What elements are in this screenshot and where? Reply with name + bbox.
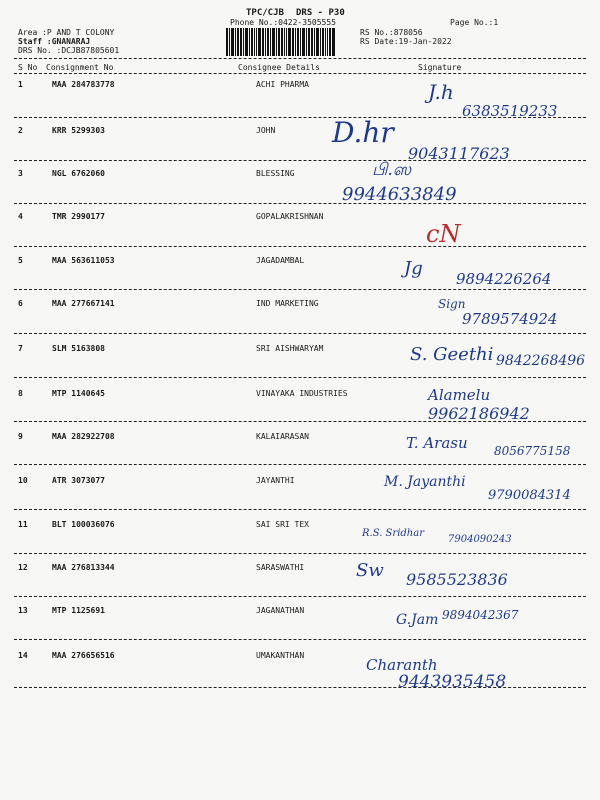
row-sno: 7 <box>18 344 23 353</box>
signature-phone: 9443935458 <box>398 672 507 692</box>
row-divider <box>14 289 586 290</box>
row-consignment: MAA 282922708 <box>52 432 115 441</box>
row-consignment: MTP 1125691 <box>52 606 105 615</box>
col-signature: Signature <box>418 63 462 72</box>
row-consignment: MAA 284783778 <box>52 80 115 89</box>
signature: R.S. Sridhar <box>362 528 424 539</box>
signature-phone: 9962186942 <box>428 404 530 423</box>
row-consignee: ACHI PHARMA <box>256 80 309 89</box>
signature-phone: 9842268496 <box>496 353 586 369</box>
page-number: Page No.:1 <box>450 18 499 27</box>
row-sno: 2 <box>18 126 23 135</box>
row-consignment: MAA 277667141 <box>52 299 115 308</box>
row-sno: 11 <box>18 520 28 529</box>
col-consignee: Consignee Details <box>238 63 320 72</box>
route-code: TPC/CJB <box>246 8 284 18</box>
col-consignment: Consignment No <box>46 63 114 72</box>
row-sno: 12 <box>18 563 28 572</box>
row-sno: 6 <box>18 299 23 308</box>
row-consignment: MAA 276656516 <box>52 651 115 660</box>
row-consignee: JOHN <box>256 126 276 135</box>
row-consignment: SLM 5163808 <box>52 344 105 353</box>
row-consignment: MTP 1140645 <box>52 389 105 398</box>
row-consignment: MAA 276813344 <box>52 563 115 572</box>
row-divider <box>14 421 586 422</box>
row-sno: 10 <box>18 476 28 485</box>
row-divider <box>14 553 586 554</box>
row-consignment: ATR 3073077 <box>52 476 105 485</box>
row-sno: 14 <box>18 651 28 660</box>
signature-phone: 6383519233 <box>462 102 558 120</box>
row-sno: 13 <box>18 606 28 615</box>
row-sno: 3 <box>18 169 23 178</box>
drs-number: DRS No. :DCJB87805601 <box>18 46 120 55</box>
rs-number: RS No.:878056 <box>360 28 423 37</box>
row-sno: 1 <box>18 80 23 89</box>
row-divider <box>14 246 586 247</box>
row-consignment: BLT 100036076 <box>52 520 115 529</box>
row-consignment: TMR 2990177 <box>52 212 105 221</box>
signature: D.hr <box>332 116 394 149</box>
signature: J.h <box>428 80 454 104</box>
row-divider <box>14 160 586 161</box>
signature: S. Geethi <box>410 344 494 365</box>
signature-phone: 9789574924 <box>462 310 558 328</box>
signature: Jg <box>404 258 423 279</box>
signature-phone: 9944633849 <box>342 184 457 205</box>
drs-code: DRS - P30 <box>296 8 345 18</box>
row-consignee: JAYANTHI <box>256 476 295 485</box>
signature-phone: 7904090243 <box>448 534 512 545</box>
row-sno: 5 <box>18 256 23 265</box>
row-divider <box>14 639 586 640</box>
row-divider <box>14 687 586 688</box>
signature: Sign <box>438 297 466 311</box>
row-consignee: UMAKANTHAN <box>256 651 305 660</box>
row-consignee: SARASWATHI <box>256 563 305 572</box>
row-divider <box>14 203 586 204</box>
row-consignment: MAA 563611053 <box>52 256 115 265</box>
row-divider <box>14 509 586 510</box>
row-consignee: BLESSING <box>256 169 295 178</box>
signature: Charanth <box>366 656 438 674</box>
row-divider <box>14 596 586 597</box>
signature-phone: 9043117623 <box>408 144 510 163</box>
signature-phone: 9894226264 <box>456 270 552 288</box>
header-bottom-rule <box>14 73 586 74</box>
barcode <box>226 28 350 56</box>
row-consignment: NGL 6762060 <box>52 169 105 178</box>
signature: T. Arasu <box>406 434 468 452</box>
row-consignee: JAGANATHAN <box>256 606 305 615</box>
signature-phone: 9790084314 <box>488 488 571 503</box>
row-divider <box>14 377 586 378</box>
area-label: Area :P AND T COLONY <box>18 28 115 37</box>
row-consignee: JAGADAMBAL <box>256 256 305 265</box>
row-consignee: SRI AISHWARYAM <box>256 344 324 353</box>
signature-phone: 8056775158 <box>494 444 571 458</box>
col-sno: S No <box>18 63 38 72</box>
signature: G.Jam <box>396 612 439 628</box>
row-sno: 8 <box>18 389 23 398</box>
row-consignment: KRR 5299303 <box>52 126 105 135</box>
row-sno: 4 <box>18 212 23 221</box>
row-consignee: SAI SRI TEX <box>256 520 309 529</box>
signature-phone: 9894042367 <box>442 608 519 622</box>
row-consignee: VINAYAKA INDUSTRIES <box>256 389 348 398</box>
signature-phone: 9585523836 <box>406 570 508 589</box>
row-sno: 9 <box>18 432 23 441</box>
signature: M. Jayanthi <box>384 474 466 490</box>
row-divider <box>14 117 586 118</box>
phone-number: Phone No.:0422-3505555 <box>230 18 336 27</box>
row-divider <box>14 333 586 334</box>
header-top-rule <box>14 58 586 59</box>
signature: Alamelu <box>428 386 491 404</box>
row-consignee: IND MARKETING <box>256 299 319 308</box>
row-consignee: KALAIARASAN <box>256 432 309 441</box>
signature: பி.ஸ <box>372 160 412 180</box>
signature: Sw <box>356 560 384 581</box>
signature: cN <box>426 220 461 248</box>
row-consignee: GOPALAKRISHNAN <box>256 212 324 221</box>
row-divider <box>14 464 586 465</box>
rs-date: RS Date:19-Jan-2022 <box>360 37 452 46</box>
staff-label: Staff :GNANARAJ <box>18 37 91 46</box>
